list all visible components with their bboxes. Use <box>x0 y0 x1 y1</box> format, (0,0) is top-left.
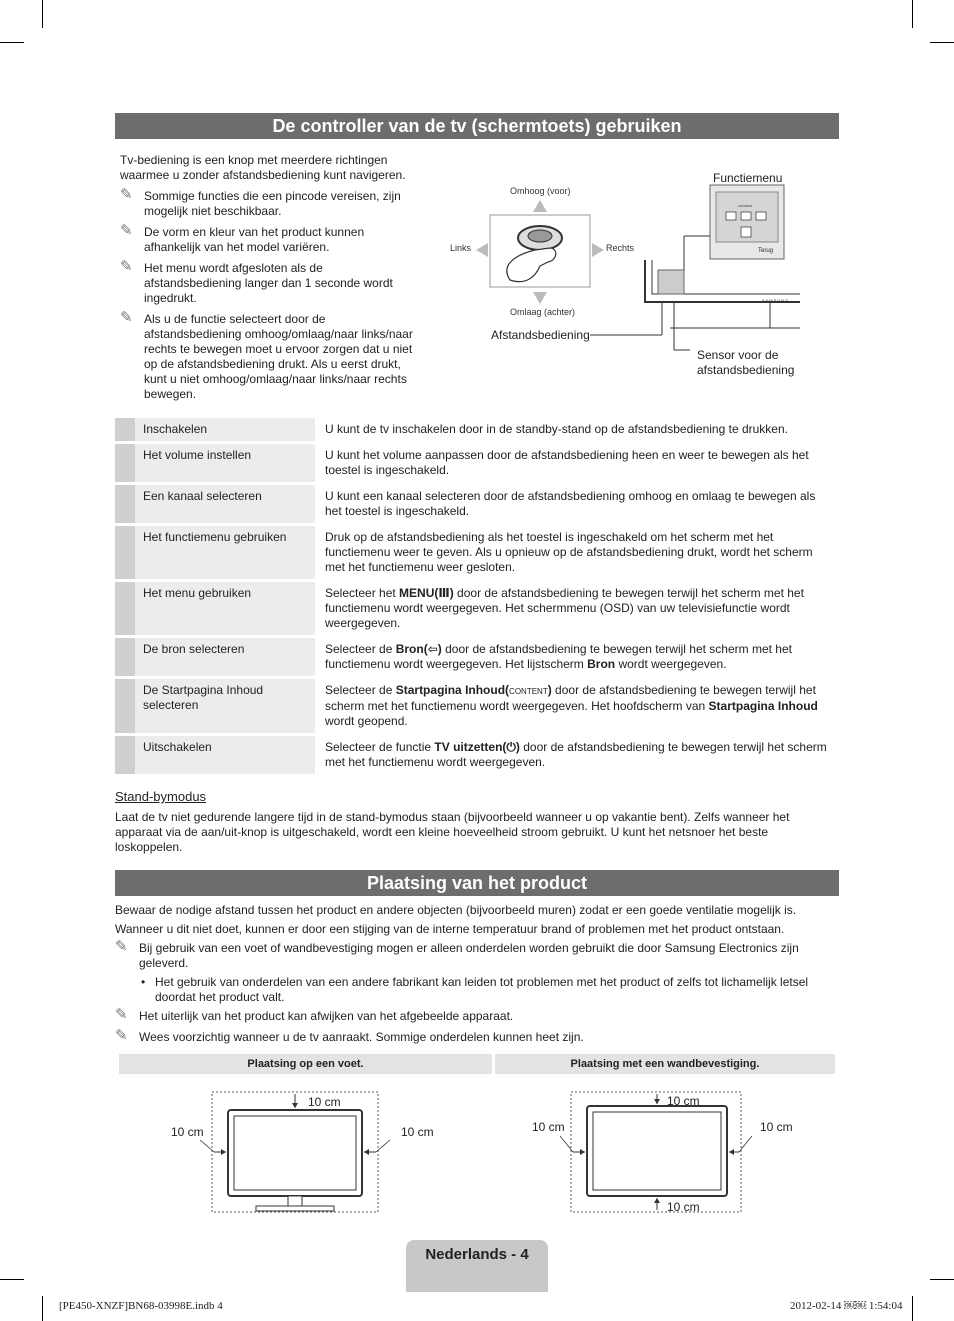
menu-content-label: CONTENT <box>738 204 753 208</box>
note: ✎ Sommige functies die een pincode vereisen, zijn mogelijk niet beschikbaar. <box>120 186 401 218</box>
crop-mark <box>0 42 24 43</box>
intro-block <box>120 153 420 408</box>
row-name: Het functiemenu gebruiken <box>135 526 315 579</box>
brand-logo: SAMSUNG <box>762 298 790 303</box>
row-desc: Selecteer de Bron(⇦) door de afstandsbediening te bewegen terwijl het scherm met het functiemenu wordt weergegeven. Het lijstscherm Bron wordt weergegeven. <box>325 642 792 671</box>
page-number-tab: Nederlands - 4 <box>406 1240 548 1292</box>
standby-text: Laat de tv niet gedurende langere tijd in de stand-bymodus staan (bijvoorbeeld wanneer u op vakantie bent). Zelfs wanneer het apparaat via de aan/uit-knop is uitgeschakeld, wordt een kleine hoeveelheid stroom gebruikt. U kunt het netsnoer het beste loskoppelen. <box>115 810 790 854</box>
label-up: Omhoog (voor) <box>510 186 571 196</box>
cm-label: 10 cm <box>667 1200 700 1214</box>
note: ✎ Als u de functie selecteert door de afstandsbediening omhoog/omlaag/naar links/naar rechts te bewegen moet u ervoor zorgen dat u niet op de afstandsbediening drukt. Als u eerst drukt, kunt u niet omhoog/omlaag/naar links/naar rechts bewegen. <box>120 309 413 401</box>
table-row <box>115 638 839 676</box>
crop-mark <box>0 1279 24 1280</box>
pencil-icon: ✎ <box>115 938 128 955</box>
row-desc: Druk op de afstandsbediening als het toestel is ingeschakeld om het scherm met het functiemenu weer te geven. Als u opnieuw op de afstandsbediening drukt, wordt het scherm met het functiemenu weer gesloten. <box>325 530 813 574</box>
content-icon: CONTENT <box>509 687 548 696</box>
cm-label: 10 cm <box>532 1120 565 1134</box>
menu-icon: Ⅲ <box>438 586 450 600</box>
row-desc: U kunt het volume aanpassen door de afstandsbediening heen en weer te bewegen als het toestel is ingeschakeld. <box>325 448 809 477</box>
row-name: Uitschakelen <box>135 736 315 774</box>
section-title: De controller van de tv (schermtoets) gebruiken <box>115 113 839 139</box>
table-row <box>115 444 839 482</box>
table-row <box>115 582 839 635</box>
pencil-icon: ✎ <box>120 258 133 275</box>
row-name: Het menu gebruiken <box>135 582 315 635</box>
note: ✎ De vorm en kleur van het product kunnen afhankelijk van het model variëren. <box>120 222 365 254</box>
pencil-icon: ✎ <box>120 309 133 326</box>
pencil-icon: ✎ <box>115 1006 128 1023</box>
label-left: Links <box>450 243 472 253</box>
table-row <box>115 679 839 733</box>
file-meta: [PE450-XNZF]BN68-03998E.indb 4 <box>59 1300 223 1312</box>
table-row <box>115 485 839 523</box>
cm-label: 10 cm <box>667 1094 700 1108</box>
source-icon: ⇦ <box>427 642 438 656</box>
row-name: De bron selecteren <box>135 638 315 676</box>
col-header-wall: Plaatsing met een wandbevestiging. <box>495 1054 835 1074</box>
crop-mark <box>42 1296 43 1321</box>
row-desc: Selecteer de functie TV uitzetten(⏻) door de afstandsbediening te bewegen terwijl het scherm met het functiemenu wordt weergegeven. <box>325 740 827 769</box>
placement-para: Wanneer u dit niet doet, kunnen er door een stijging van de interne temperatuur brand of problemen met het product ontstaan. <box>115 922 785 936</box>
row-desc: Selecteer de Startpagina Inhoud(CONTENT) door de afstandsbediening te bewegen terwijl het scherm met het functiemenu wordt weergegeven. Het hoofdscherm van Startpagina Inhoud wordt geopend. <box>325 683 818 728</box>
sensor-label: Sensor voor de afstandsbediening <box>697 348 795 377</box>
crop-mark <box>912 0 913 28</box>
row-name: Inschakelen <box>135 418 315 441</box>
intro-text: Tv-bediening is een knop met meerdere richtingen waarmee u zonder afstandsbediening kunt navigeren. <box>120 153 406 182</box>
section-title: Plaatsing van het product <box>115 870 839 896</box>
controller-diagram <box>440 170 800 385</box>
row-name: De Startpagina Inhoud selecteren <box>135 679 315 733</box>
note: ✎ Het uiterlijk van het product kan afwijken van het afgebeelde apparaat. <box>115 1006 514 1023</box>
power-icon: ⏻ <box>506 740 516 754</box>
row-desc: U kunt een kanaal selecteren door de afstandsbediening omhoog en omlaag te bewegen als het toestel is ingeschakeld. <box>325 489 816 518</box>
row-name: Het volume instellen <box>135 444 315 482</box>
table-row <box>115 736 839 774</box>
control-table <box>115 415 839 777</box>
crop-mark <box>930 1279 954 1280</box>
row-name: Een kanaal selecteren <box>135 485 315 523</box>
standby-title: Stand-bymodus <box>115 789 207 804</box>
label-down: Omlaag (achter) <box>510 307 576 317</box>
crop-mark <box>42 0 43 28</box>
wall-illustration <box>530 1090 800 1215</box>
row-desc: U kunt de tv inschakelen door in de standby-stand op de afstandsbediening te drukken. <box>325 422 788 436</box>
crop-mark <box>912 1296 913 1321</box>
placement-block <box>115 903 839 1051</box>
bullet-item: • Het gebruik van onderdelen van een andere fabrikant kan leiden tot problemen met het product of zelfs tot lichamelijk letsel doordat het product valt. <box>141 975 809 1004</box>
row-desc: Selecteer het MENU(Ⅲ) door de afstandsbediening te bewegen terwijl het scherm met het functiemenu wordt weergegeven. Het schermmenu (OSD) van uw televisiefunctie wordt weergegeven. <box>325 586 804 630</box>
pencil-icon: ✎ <box>120 222 133 239</box>
cm-label: 10 cm <box>171 1125 204 1139</box>
stand-diagram <box>170 1090 450 1215</box>
bullet-icon: • <box>141 975 146 989</box>
note: ✎ Bij gebruik van een voet of wandbevestiging mogen er alleen onderdelen worden gebruikt die door Samsung Electronics zijn geleverd. <box>115 938 799 970</box>
table-row <box>115 526 839 579</box>
placement-para: Bewaar de nodige afstand tussen het product en andere objecten (bijvoorbeeld muren) zodat er een goede ventilatie mogelijk is. <box>115 903 797 917</box>
col-header-stand: Plaatsing op een voet. <box>119 1054 492 1074</box>
cm-label: 10 cm <box>760 1120 793 1134</box>
table-row <box>115 418 839 441</box>
pencil-icon: ✎ <box>115 1027 128 1044</box>
crop-mark <box>930 42 954 43</box>
function-menu-label: Functiemenu <box>713 171 783 185</box>
note: ✎ Het menu wordt afgesloten als de afstandsbediening langer dan 1 seconde wordt ingedrukt. <box>120 258 393 305</box>
label-right: Rechts <box>606 243 635 253</box>
cm-label: 10 cm <box>401 1125 434 1139</box>
note: ✎ Wees voorzichtig wanneer u de tv aanraakt. Sommige onderdelen kunnen heet zijn. <box>115 1027 584 1044</box>
controller-label: Afstandsbediening <box>491 328 590 342</box>
wall-diagram <box>530 1090 800 1215</box>
date-meta: 2012-02-14 ￼￼ 1:54:04 <box>790 1300 903 1312</box>
menu-back-label: Terug <box>758 248 774 254</box>
pencil-icon: ✎ <box>120 186 133 203</box>
cm-label: 10 cm <box>308 1095 341 1109</box>
